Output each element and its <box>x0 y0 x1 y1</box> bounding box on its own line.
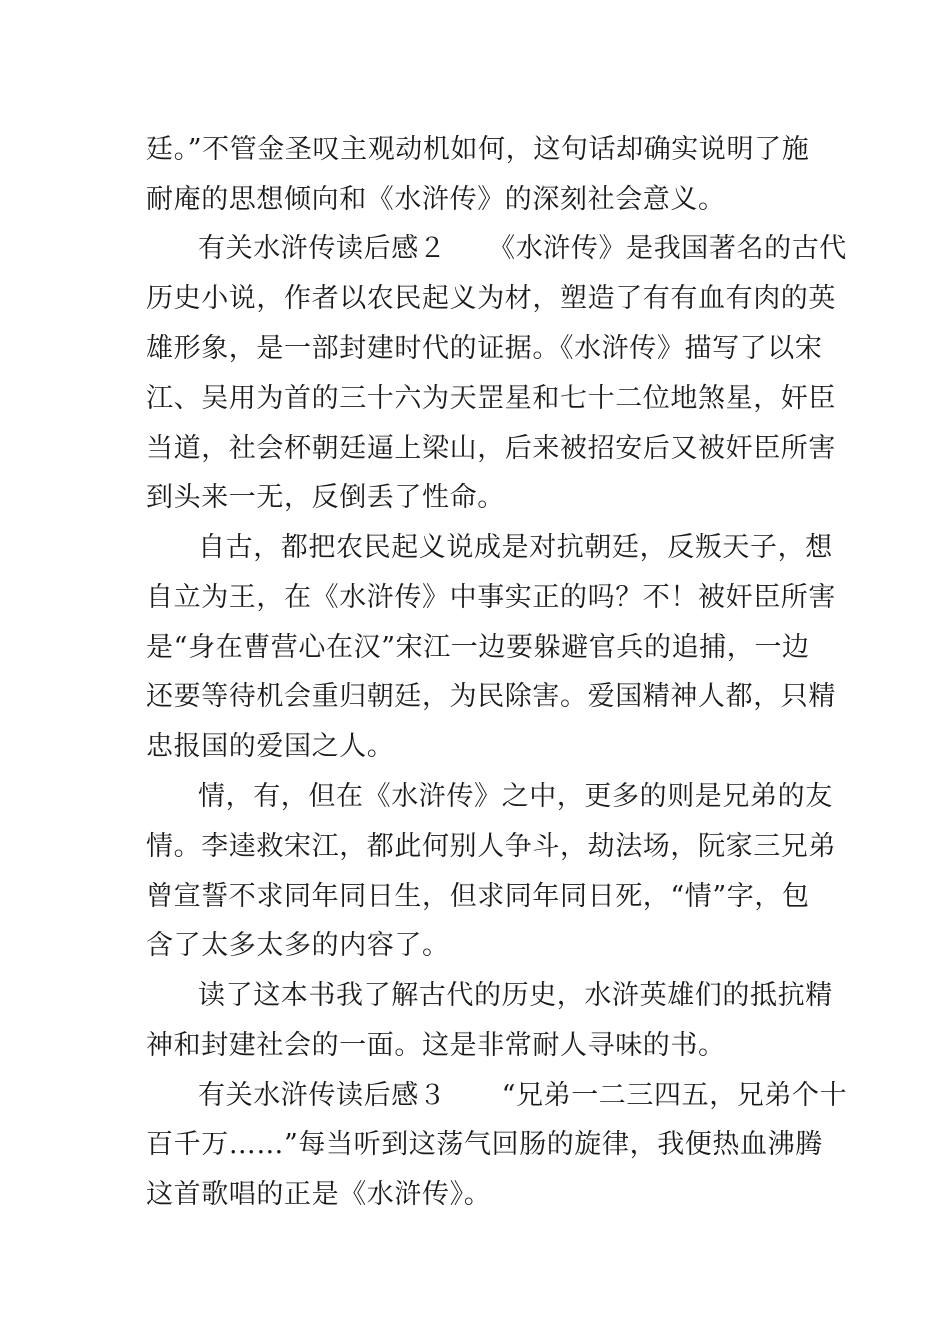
text-line: 神和封建社会的一面。这是非常耐人寻味的书。 <box>146 1030 726 1061</box>
text-line: 自立为王，在《水浒传》中事实正的吗？不！被奸臣所害 <box>146 582 836 613</box>
text-line: 百千万……”每当听到这荡气回肠的旋律，我便热血沸腾 <box>146 1129 823 1160</box>
text-line: 还要等待机会重归朝廷，为民除害。爱国精神人都，只精 <box>146 681 836 712</box>
text-line: 廷。”不管金圣叹主观动机如何，这句话却确实说明了施 <box>146 134 810 165</box>
paragraph-first-line: 自古，都把农民起义说成是对抗朝廷，反叛天子，想 <box>198 532 833 563</box>
text-line: 忠报国的爱国之人。 <box>146 731 395 762</box>
text-line: 耐庵的思想倾向和《水浒传》的深刻社会意义。 <box>146 184 726 215</box>
text-line: 到头来一无，反倒丢了性命。 <box>146 482 505 513</box>
text-line: 曾宣誓不求同年同日生，但求同年同日死，“情”字，包 <box>146 881 810 912</box>
text-line: 情。李逵救宋江，都此何别人争斗，劫法场，阮家三兄弟 <box>146 831 836 862</box>
paragraph-first-line: 读了这本书我了解古代的历史，水浒英雄们的抵抗精 <box>198 980 833 1011</box>
text-line: 这首歌唱的正是《水浒传》。 <box>146 1179 492 1210</box>
section-heading-line: 有关水浒传读后感３ “兄弟一二三四五，兄弟个十 <box>198 1080 848 1111</box>
text-line: 当道，社会杯朝廷逼上梁山，后来被招安后又被奸臣所害 <box>146 433 836 464</box>
text-line: 含了太多太多的内容了。 <box>146 930 450 961</box>
section-heading-line: 有关水浒传读后感２ 《水浒传》是我国著名的古代 <box>198 233 847 264</box>
text-line: 历史小说，作者以农民起义为材，塑造了有有血有肉的英 <box>146 283 836 314</box>
text-line: 雄形象，是一部封建时代的证据。《水浒传》描写了以宋 <box>146 333 823 364</box>
text-line: 是“身在曹营心在汉”宋江一边要躲避官兵的追捕，一边 <box>146 632 810 663</box>
text-line: 江、吴用为首的三十六为天罡星和七十二位地煞星，奸臣 <box>146 383 836 414</box>
paragraph-first-line: 情，有，但在《水浒传》之中，更多的则是兄弟的友 <box>198 781 833 812</box>
